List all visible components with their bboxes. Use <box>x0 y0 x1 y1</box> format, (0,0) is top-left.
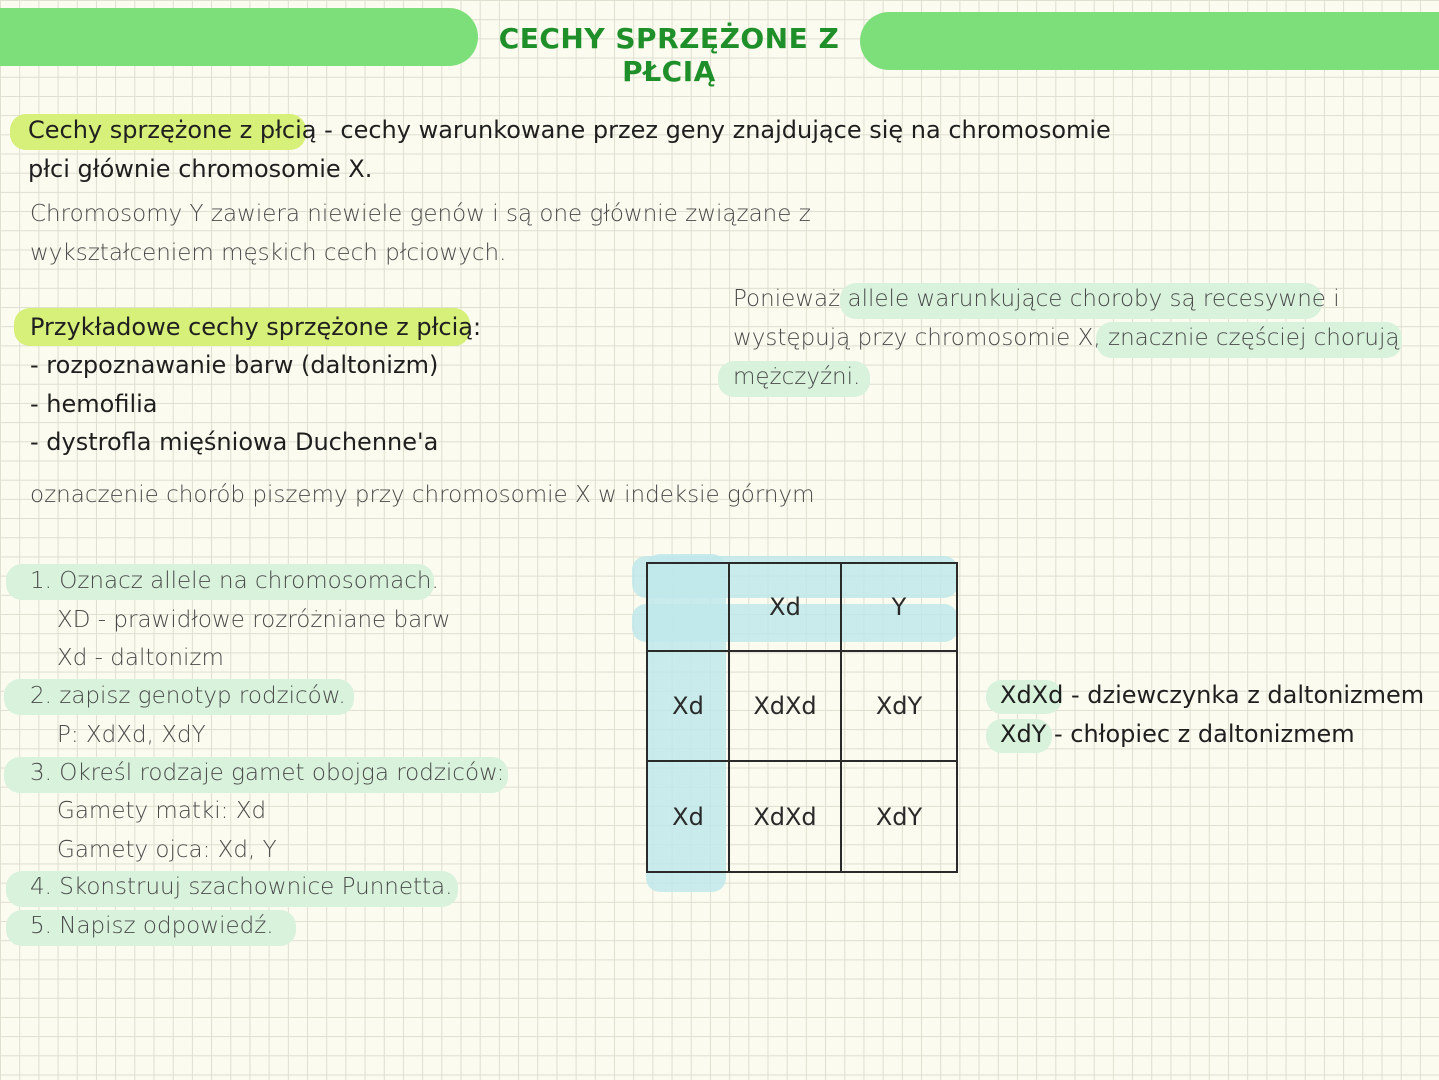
because-line1 <box>733 286 1340 312</box>
punnett-cell: XdXd <box>728 760 842 873</box>
result-1 <box>1000 681 1424 709</box>
step-5: 5. Napisz odpowiedź. <box>30 913 274 939</box>
punnett-col-header: Xd <box>728 562 842 652</box>
result-description: - chłopiec z daltonizmem <box>1046 720 1355 748</box>
step-3-father-gametes: Gamety ojca: Xd, Y <box>57 837 277 863</box>
because-line3: mężczyźni. <box>733 364 861 390</box>
step-1-allele-dominant: XD - prawidłowe rozróżniane barw <box>57 607 451 633</box>
because-text: allele warunkujące choroby są recesywne <box>847 286 1326 312</box>
definition-term: Cechy sprzężone z płcią <box>28 116 317 144</box>
step-3-mother-gametes: Gamety matki: Xd <box>57 798 267 824</box>
punnett-square <box>646 562 958 873</box>
definition-line2: płci głównie chromosomie X. <box>28 155 373 183</box>
examples-heading: Przykładowe cechy sprzężone z płcią: <box>30 313 482 341</box>
title-band-left <box>0 8 478 66</box>
because-text: występują przy chromosomie X, <box>733 325 1109 351</box>
because-text: znacznie częściej chorują <box>1108 325 1400 351</box>
step-1: 1. Oznacz allele na chromosomach. <box>30 568 439 594</box>
y-note-line2: wykształceniem męskich cech płciowych. <box>30 240 507 266</box>
definition-rest: - cechy warunkowane przez geny znajdujące się na chromosomie <box>316 116 1111 144</box>
result-genotype: XdXd <box>1000 681 1064 709</box>
example-item: - dystrofla mięśniowa Duchenne'a <box>30 428 439 456</box>
step-3: 3. Określ rodzaje gamet obojga rodziców: <box>30 760 505 786</box>
title-band-right <box>860 12 1439 70</box>
notation-note: oznaczenie chorób piszemy przy chromosomie X w indeksie górnym <box>30 482 815 508</box>
punnett-cell: XdY <box>840 760 958 873</box>
example-item: - hemofilia <box>30 390 158 418</box>
y-note-line1: Chromosomy Y zawiera niewiele genów i są one głównie związane z <box>30 201 811 227</box>
punnett-cell: XdXd <box>728 650 842 762</box>
step-4: 4. Skonstruuj szachownice Punnetta. <box>30 874 453 900</box>
step-1-allele-recessive: Xd - daltonizm <box>57 645 224 671</box>
punnett-col-header: Y <box>840 562 958 652</box>
example-item: - rozpoznawanie barw (daltonizm) <box>30 351 439 379</box>
step-2: 2. zapisz genotyp rodziców. <box>30 683 346 709</box>
because-text: Ponieważ <box>733 286 848 312</box>
result-genotype: XdY <box>1000 720 1047 748</box>
because-line2 <box>733 325 1399 351</box>
result-2 <box>1000 720 1355 748</box>
page-title: CECHY SPRZĘŻONE Z PŁCIĄ <box>498 22 840 88</box>
step-2-genotype: P: XdXd, XdY <box>57 722 206 748</box>
punnett-row-header: Xd <box>646 760 730 873</box>
because-text: i <box>1325 286 1340 312</box>
punnett-cell: XdY <box>840 650 958 762</box>
definition-line1 <box>28 116 1128 144</box>
result-description: - dziewczynka z daltonizmem <box>1063 681 1425 709</box>
punnett-corner <box>646 562 730 652</box>
punnett-row-header: Xd <box>646 650 730 762</box>
